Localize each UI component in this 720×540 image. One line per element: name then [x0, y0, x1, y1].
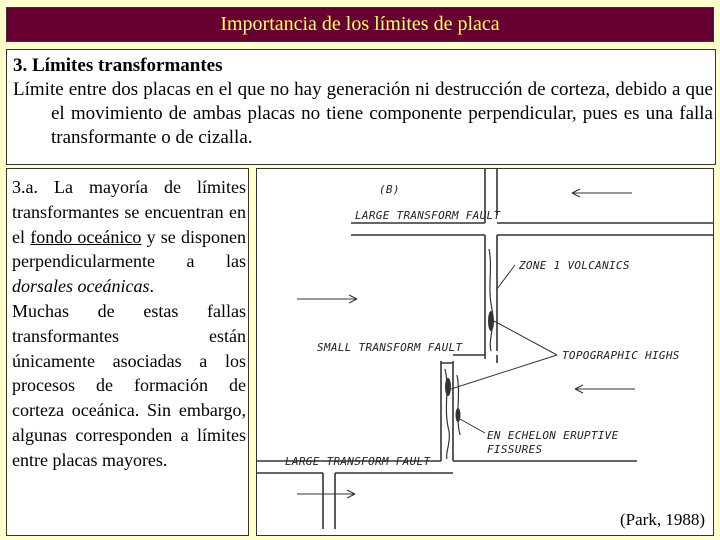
label-en-echelon-1: EN ECHELON ERUPTIVE: [487, 429, 619, 442]
label-large-fault-bottom: LARGE TRANSFORM FAULT: [285, 455, 431, 468]
label-large-fault-top: LARGE TRANSFORM FAULT: [355, 209, 501, 222]
intro-box: [6, 49, 716, 165]
p1-italic: dorsales oceánicas: [12, 276, 150, 297]
topographic-high-3: [456, 408, 461, 422]
section-heading: 3. Límites transformantes: [13, 55, 223, 76]
p1-middle: y se disponen perpendicularmente a las: [12, 226, 246, 272]
explanation-box: [6, 168, 249, 536]
definition-text: Límite entre dos placas en el que no hay generación ni destrucción de corteza, debido a que el movimiento de ambas placas no tiene componente perpendicular, pues es una falla transformante o de cizalla.: [13, 79, 713, 148]
paragraph-2: Muchas de estas fallas transformantes están únicamente asociadas a los procesos de formación de corteza oceánica. Sin embargo, algunas corresponden a límites entre placas mayores.: [12, 300, 246, 470]
label-topographic-highs: TOPOGRAPHIC HIGHS: [562, 349, 680, 362]
leader-highs-a: [494, 321, 557, 355]
eruptive-fissure-b: [457, 375, 460, 435]
leader-fissures: [460, 419, 485, 433]
volcanic-zone-fissure: [489, 249, 493, 351]
leader-volcanics: [497, 265, 515, 289]
slide-title: Importancia de los límites de placa: [6, 7, 714, 42]
p1-prefix: 3.a. La mayoría de límites transformantes se encuentran en el: [12, 177, 246, 247]
panel-label: (B): [379, 183, 400, 196]
small-fault-line-b: [441, 355, 497, 363]
label-zone-volcanics: ZONE 1 VOLCANICS: [519, 259, 630, 272]
fault-diagram-svg: [257, 169, 713, 535]
topographic-high-1: [488, 311, 494, 331]
topographic-high-2: [445, 378, 451, 396]
p1-underlined: fondo oceánico: [30, 226, 142, 247]
fault-diagram: [256, 168, 714, 536]
label-small-fault: SMALL TRANSFORM FAULT: [317, 341, 463, 354]
label-en-echelon-2: FISSURES: [487, 443, 543, 456]
paragraph-1: [12, 175, 246, 299]
leader-highs-b: [451, 355, 557, 389]
figure-citation: (Park, 1988): [620, 510, 705, 529]
p1-suffix: .: [149, 276, 154, 297]
